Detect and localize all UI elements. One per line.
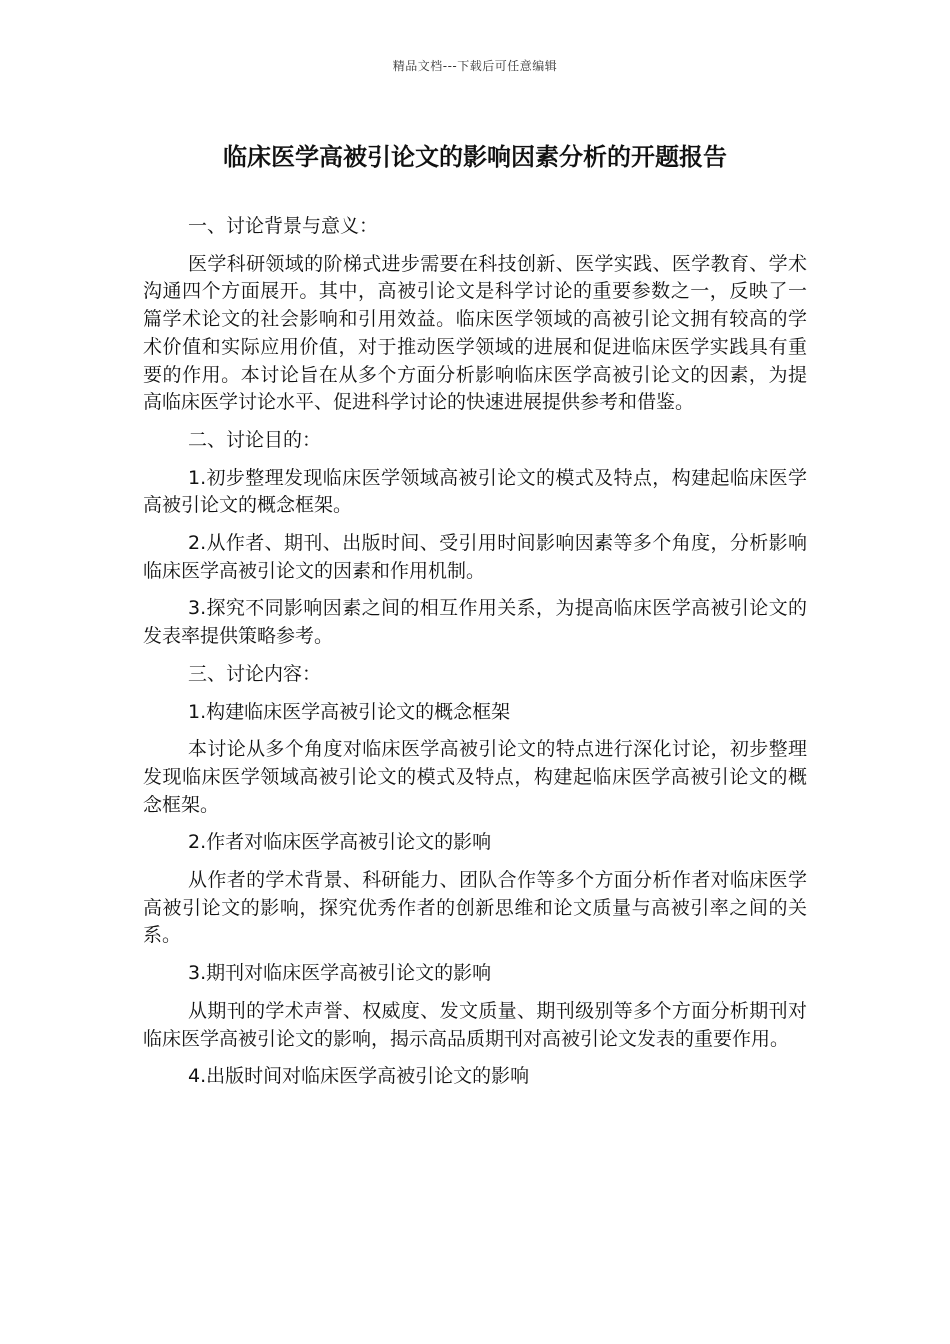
section-heading-background: 一、讨论背景与意义： — [188, 215, 379, 237]
section-heading-purpose: 二、讨论目的： — [188, 428, 322, 451]
content-subheading-1: 1.构建临床医学高被引论文的概念框架 — [188, 700, 511, 723]
header-note: 精品文档---下载后可任意编辑 — [392, 59, 558, 73]
document-body — [143, 213, 807, 1101]
purpose-item-3: 3.探究不同影响因素之间的相互作用关系，为提高临床医学高被引论文的发表率提供策略参考。 — [143, 597, 807, 648]
content-paragraph-3: 从期刊的学术声誉、权威度、发文质量、期刊级别等多个方面分析期刊对临床医学高被引论文的影响，揭示高品质期刊对高被引论文发表的重要作用。 — [143, 999, 807, 1050]
purpose-item-2: 2.从作者、期刊、出版时间、受引用时间影响因素等多个角度，分析影响临床医学高被引论文的因素和作用机制。 — [143, 532, 807, 582]
content-paragraph-1: 本讨论从多个角度对临床医学高被引论文的特点进行深化讨论，初步整理发现临床医学领域高被引论文的模式及特点，构建起临床医学高被引论文的概念框架。 — [143, 738, 807, 816]
purpose-item-1: 1.初步整理发现临床医学领域高被引论文的模式及特点，构建起临床医学高被引论文的概念框架。 — [143, 466, 807, 517]
content-paragraph-2: 从作者的学术背景、科研能力、团队合作等多个方面分析作者对临床医学高被引论文的影响，探究优秀作者的创新思维和论文质量与高被引率之间的关系。 — [143, 869, 807, 947]
content-subheading-2: 2.作者对临床医学高被引论文的影响 — [188, 831, 492, 854]
document-title: 临床医学高被引论文的影响因素分析的开题报告 — [223, 143, 727, 171]
content-subheading-3: 3.期刊对临床医学高被引论文的影响 — [188, 962, 492, 985]
paragraph-background: 医学科研领域的阶梯式进步需要在科技创新、医学实践、医学教育、学术沟通四个方面展开。其中，高被引论文是科学讨论的重要参数之一，反映了一篇学术论文的社会影响和引用效益。临床医学领域的高被引论文拥有较高的学术价值和实际应用价值，对于推动医学领域的进展和促进临床医学实践具有重要的作用。本讨论旨在从多个方面分析影响临床医学高被引论文的因素，为提高临床医学讨论水平、促进科学讨论的快速进展提供参考和借鉴。 — [143, 252, 807, 414]
section-heading-content: 三、讨论内容： — [188, 662, 322, 685]
content-subheading-4: 4.出版时间对临床医学高被引论文的影响 — [188, 1065, 530, 1088]
